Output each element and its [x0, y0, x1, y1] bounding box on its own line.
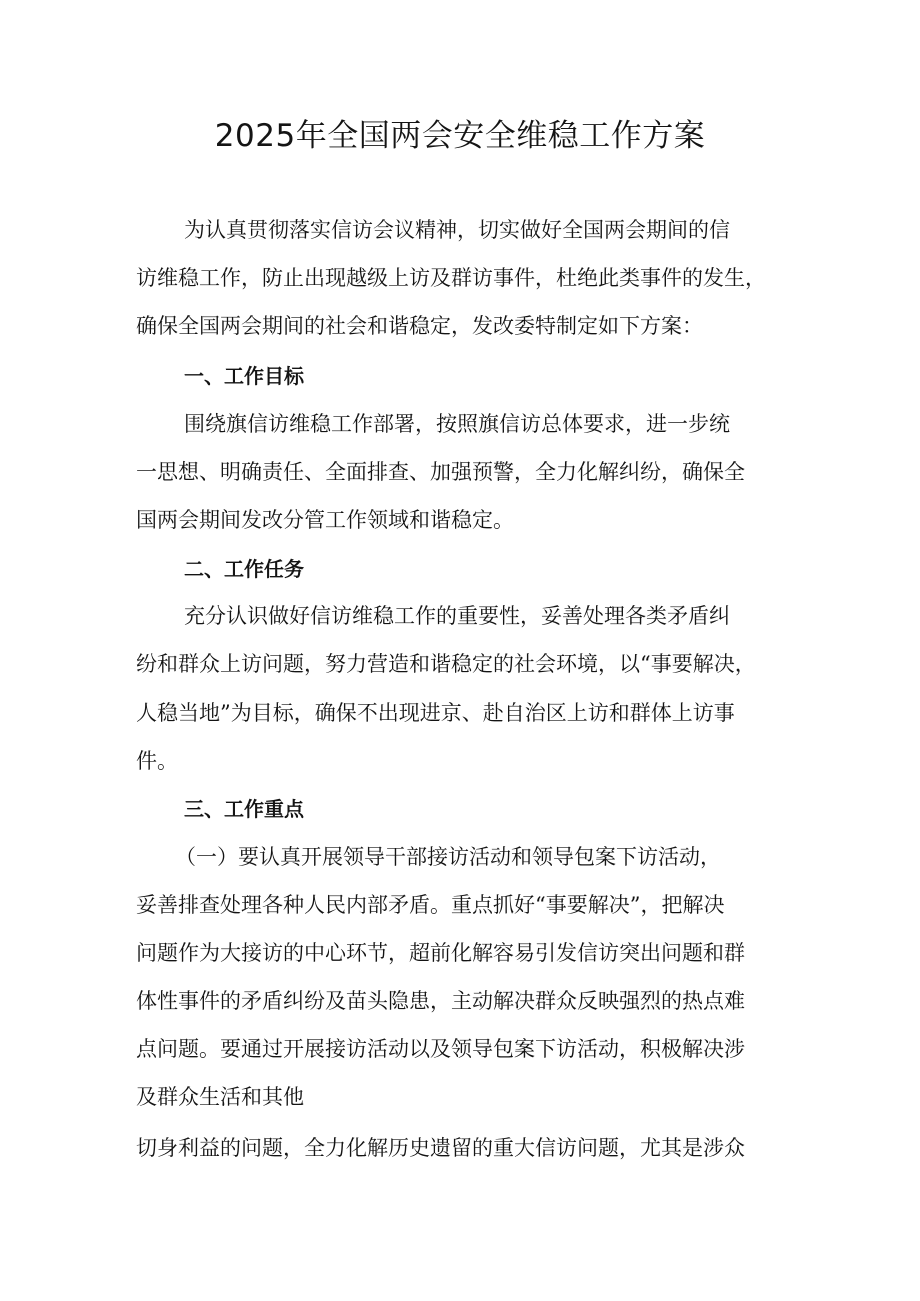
- paragraph-line: 及群众生活和其他: [136, 1085, 304, 1109]
- document-title: 2025年全国两会安全维稳工作方案: [214, 118, 706, 154]
- paragraph-line: 一思想、明确责任、全面排查、加强预警，全力化解纠纷，确保全: [136, 460, 745, 484]
- paragraph-line: 件。: [136, 749, 178, 773]
- paragraph-line: 点问题。要通过开展接访活动以及领导包案下访活动，积极解决涉: [136, 1037, 745, 1061]
- section-heading-tasks: 二、工作任务: [184, 557, 304, 581]
- paragraph-line: 人稳当地”为目标，确保不出现进京、赴自治区上访和群体上访事: [136, 701, 735, 725]
- paragraph-line: 充分认识做好信访维稳工作的重要性，妥善处理各类矛盾纠: [184, 604, 730, 628]
- paragraph-line: 围绕旗信访维稳工作部署，按照旗信访总体要求，进一步统: [184, 412, 730, 436]
- section-heading-goals: 一、工作目标: [184, 364, 304, 388]
- paragraph-line: 访维稳工作，防止出现越级上访及群访事件，杜绝此类事件的发生，: [136, 266, 766, 290]
- paragraph-line: 纷和群众上访问题，努力营造和谐稳定的社会环境，以“事要解决，: [136, 652, 756, 676]
- section-heading-focus: 三、工作重点: [184, 797, 304, 821]
- paragraph-line: 问题作为大接访的中心环节，超前化解容易引发信访突出问题和群: [136, 941, 745, 965]
- paragraph-line: 确保全国两会期间的社会和谐稳定，发改委特制定如下方案：: [136, 314, 703, 338]
- paragraph-line: 体性事件的矛盾纠纷及苗头隐患，主动解决群众反映强烈的热点难: [136, 989, 745, 1013]
- paragraph-line: 国两会期间发改分管工作领域和谐稳定。: [136, 508, 514, 532]
- paragraph-line: 切身利益的问题，全力化解历史遗留的重大信访问题，尤其是涉众: [136, 1136, 745, 1160]
- paragraph-line: （一）要认真开展领导干部接访活动和领导包案下访活动，: [175, 845, 721, 869]
- paragraph-line: 为认真贯彻落实信访会议精神，切实做好全国两会期间的信: [184, 218, 730, 242]
- paragraph-line: 妥善排查处理各种人民内部矛盾。重点抓好“事要解决”，把解决: [136, 893, 725, 917]
